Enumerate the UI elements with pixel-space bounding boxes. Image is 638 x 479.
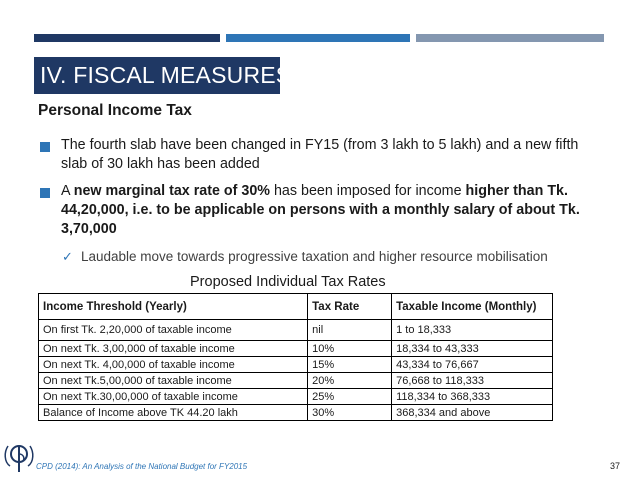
cell-rate: nil (308, 320, 392, 341)
square-bullet-icon (40, 188, 50, 198)
bullet-2-pre: A (61, 183, 74, 199)
table-row (39, 341, 553, 357)
cell-rate: 25% (308, 389, 392, 405)
footer-source: CPD (2014): An Analysis of the National Budget for FY2015 (36, 462, 248, 471)
cell-threshold: Balance of Income above TK 44.20 lakh (39, 405, 308, 421)
table-caption: Proposed Individual Tax Rates (190, 274, 386, 290)
cell-monthly: 76,668 to 118,333 (392, 373, 553, 389)
cell-threshold: On next Tk.30,00,000 of taxable income (39, 389, 308, 405)
cell-monthly: 1 to 18,333 (392, 320, 553, 341)
cell-rate: 20% (308, 373, 392, 389)
cell-monthly: 118,334 to 368,333 (392, 389, 553, 405)
header-bar-navy (34, 34, 220, 42)
cell-threshold: On next Tk. 4,00,000 of taxable income (39, 357, 308, 373)
square-bullet-icon (40, 142, 50, 152)
bullet-2-bold-threshold: higher than Tk. 44,20,000, i.e. to be applicable on persons with a monthly salary of about Tk. 3,70,000 (61, 183, 580, 237)
table-row (39, 320, 553, 341)
header-taxable-income: Taxable Income (Monthly) (392, 294, 553, 320)
cell-monthly: 43,334 to 76,667 (392, 357, 553, 373)
page-number: 37 (610, 461, 621, 471)
cell-monthly: 368,334 and above (392, 405, 553, 421)
header-bar-blue (226, 34, 410, 42)
table-row (39, 389, 553, 405)
header-tax-rate: Tax Rate (308, 294, 392, 320)
sub-bullet-text: Laudable move towards progressive taxation and higher resource mobilisation (81, 249, 548, 264)
bullet-text-1: The fourth slab have been changed in FY15 (from 3 lakh to 5 lakh) and a new fifth slab of 30 lakh has been added (61, 137, 579, 172)
cell-monthly: 18,334 to 43,333 (392, 341, 553, 357)
table-row (39, 373, 553, 389)
slide-title: IV. FISCAL MEASURES (40, 62, 292, 88)
cell-rate: 30% (308, 405, 392, 421)
table-row (39, 357, 553, 373)
checkmark-icon: ✓ (62, 249, 73, 264)
cell-threshold: On first Tk. 2,20,000 of taxable income (39, 320, 308, 341)
tax-rate-table (38, 293, 553, 421)
cell-threshold: On next Tk.5,00,000 of taxable income (39, 373, 308, 389)
cell-threshold: On next Tk. 3,00,000 of taxable income (39, 341, 308, 357)
header-bar-grey (416, 34, 604, 42)
table-header-row (39, 294, 553, 320)
table-row (39, 405, 553, 421)
cpd-logo-icon (4, 438, 34, 474)
cell-rate: 15% (308, 357, 392, 373)
bullet-2-bold-rate: new marginal tax rate of 30% (73, 183, 270, 199)
bullet-text-2 (61, 182, 606, 239)
cell-rate: 10% (308, 341, 392, 357)
header-income-threshold: Income Threshold (Yearly) (39, 294, 308, 320)
bullet-2-mid: has been imposed for income (270, 183, 466, 199)
section-subtitle: Personal Income Tax (38, 102, 192, 119)
